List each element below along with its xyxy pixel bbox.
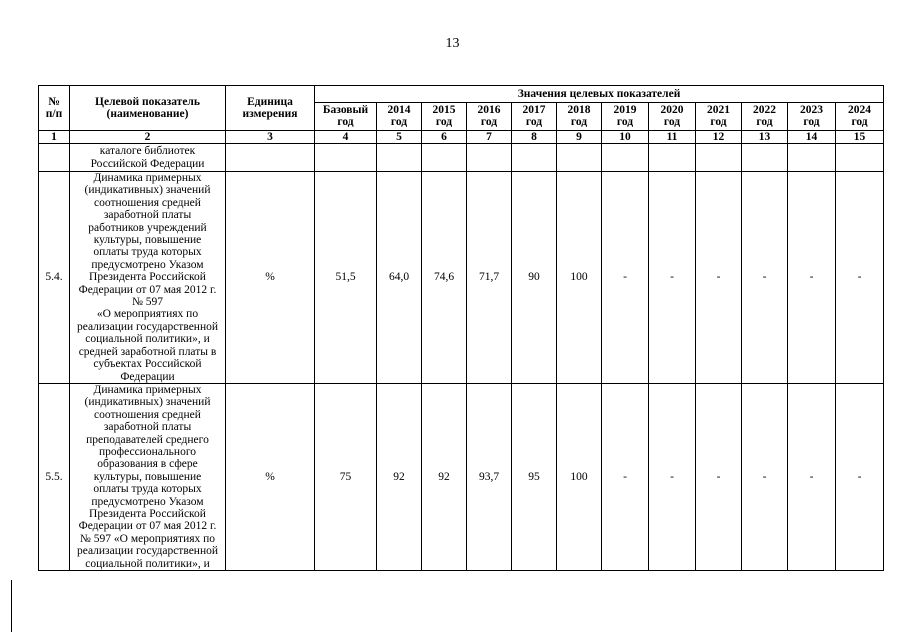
header-year-3: 2016 год bbox=[467, 103, 512, 131]
column-number: 14 bbox=[788, 131, 836, 144]
value-cell: - bbox=[649, 383, 696, 570]
value-cell: 95 bbox=[512, 383, 557, 570]
header-indicator: Целевой показатель (наименование) bbox=[70, 86, 226, 131]
value-cell: 74,6 bbox=[422, 172, 467, 384]
column-numbers-row bbox=[39, 131, 884, 144]
column-number: 8 bbox=[512, 131, 557, 144]
value-cell: 92 bbox=[377, 383, 422, 570]
target-indicators-table bbox=[38, 85, 884, 571]
header-year-9: 2022 год bbox=[742, 103, 788, 131]
column-number: 5 bbox=[377, 131, 422, 144]
value-cell: 100 bbox=[557, 383, 602, 570]
table-row bbox=[39, 383, 884, 570]
column-number: 1 bbox=[39, 131, 70, 144]
value-cell: - bbox=[788, 172, 836, 384]
header-unit: Единица измерения bbox=[226, 86, 315, 131]
value-cell: 71,7 bbox=[467, 172, 512, 384]
header-year-4: 2017 год bbox=[512, 103, 557, 131]
continuation-row bbox=[39, 144, 884, 172]
column-number: 12 bbox=[696, 131, 742, 144]
column-number: 6 bbox=[422, 131, 467, 144]
value-cell: - bbox=[696, 383, 742, 570]
column-number: 7 bbox=[467, 131, 512, 144]
value-cell: - bbox=[649, 172, 696, 384]
value-cell: - bbox=[836, 383, 884, 570]
value-cell: - bbox=[836, 172, 884, 384]
value-cell: - bbox=[602, 383, 649, 570]
value-cell: 100 bbox=[557, 172, 602, 384]
column-number: 13 bbox=[742, 131, 788, 144]
unit-cell: % bbox=[226, 172, 315, 384]
value-cell: 92 bbox=[422, 383, 467, 570]
header-year-7: 2020 год bbox=[649, 103, 696, 131]
row-number: 5.5. bbox=[39, 383, 70, 570]
value-cell: 90 bbox=[512, 172, 557, 384]
value-cell: - bbox=[742, 383, 788, 570]
indicator-name: Динамика примерных (индикативных) значений соотношения средней заработной платы преподавателей среднего профессионального образования в сфере культуры, повышение оплаты труда которых предусмотрено Указом Президента Российской Федерации от 07 мая 2012 г. № 597 «О мероприятиях по реализации государственной социальной политики», и bbox=[70, 383, 226, 570]
column-number: 9 bbox=[557, 131, 602, 144]
continuation-name: каталоге библиотек Российской Федерации bbox=[70, 144, 226, 172]
value-cell: - bbox=[788, 383, 836, 570]
column-number: 4 bbox=[315, 131, 377, 144]
header-num: № п/п bbox=[39, 86, 70, 131]
header-year-2: 2015 год bbox=[422, 103, 467, 131]
column-number: 3 bbox=[226, 131, 315, 144]
header-year-1: 2014 год bbox=[377, 103, 422, 131]
indicator-name: Динамика примерных (индикативных) значений соотношения средней заработной платы работников учреждений культуры, повышение оплаты труда которых предусмотрено Указом Президента Российской Федерации от 07 мая 2012 г. № 597 «О мероприятиях по реализации государственной социальной политики», и средней заработной платы в субъектах Российской Федерации bbox=[70, 172, 226, 384]
column-number: 10 bbox=[602, 131, 649, 144]
column-number: 2 bbox=[70, 131, 226, 144]
value-cell: - bbox=[742, 172, 788, 384]
value-cell: 75 bbox=[315, 383, 377, 570]
header-year-8: 2021 год bbox=[696, 103, 742, 131]
continuation-num bbox=[39, 144, 70, 172]
header-year-5: 2018 год bbox=[557, 103, 602, 131]
value-cell: 64,0 bbox=[377, 172, 422, 384]
column-number: 15 bbox=[836, 131, 884, 144]
row-number: 5.4. bbox=[39, 172, 70, 384]
header-year-10: 2023 год bbox=[788, 103, 836, 131]
value-cell: 51,5 bbox=[315, 172, 377, 384]
column-number: 11 bbox=[649, 131, 696, 144]
scan-edge-line bbox=[11, 580, 12, 632]
value-cell: 93,7 bbox=[467, 383, 512, 570]
header-year-11: 2024 год bbox=[836, 103, 884, 131]
header-values: Значения целевых показателей bbox=[315, 86, 884, 103]
header-year-0: Базовый год bbox=[315, 103, 377, 131]
table-row bbox=[39, 172, 884, 384]
value-cell: - bbox=[696, 172, 742, 384]
page-number: 13 bbox=[445, 36, 460, 51]
value-cell: - bbox=[602, 172, 649, 384]
header-year-6: 2019 год bbox=[602, 103, 649, 131]
unit-cell: % bbox=[226, 383, 315, 570]
